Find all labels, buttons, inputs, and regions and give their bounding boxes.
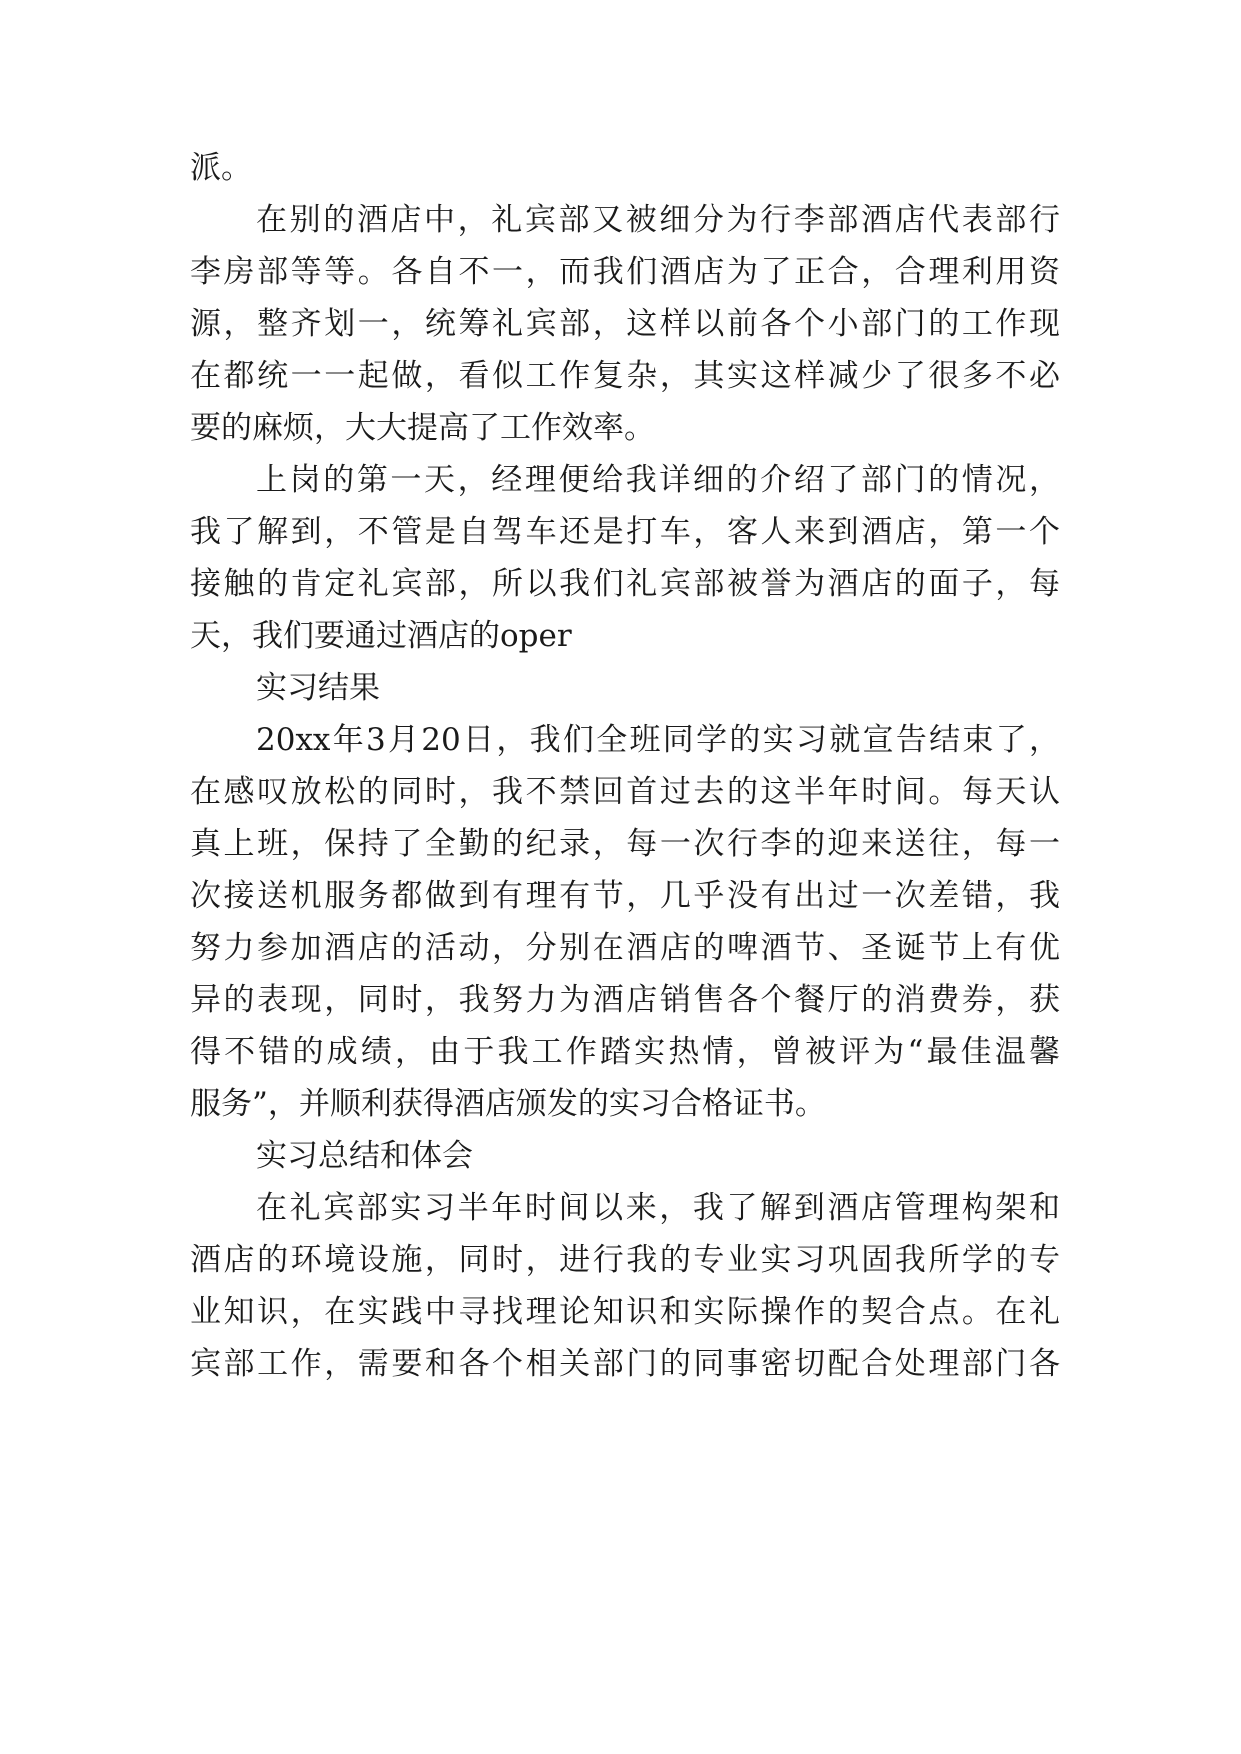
text-line: 在都统一一起做，看似工作复杂，其实这样减少了很多不必	[190, 358, 1060, 394]
paragraph-first-line: 上岗的第一天，经理便给我详细的介绍了部门的情况，	[256, 462, 1060, 498]
text-line: 宾部工作，需要和各个相关部门的同事密切配合处理部门各	[190, 1346, 1060, 1382]
text-line: 我了解到，不管是自驾车还是打车，客人来到酒店，第一个	[190, 514, 1060, 550]
paragraph-first-line: 在别的酒店中，礼宾部又被细分为行李部酒店代表部行	[256, 202, 1060, 238]
text-line: 异的表现，同时，我努力为酒店销售各个餐厅的消费券，获	[190, 982, 1060, 1018]
text-line: 次接送机服务都做到有理有节，几乎没有出过一次差错，我	[190, 878, 1060, 914]
paragraph-first-line: 20xx年3月20日，我们全班同学的实习就宣告结束了，	[256, 722, 1060, 758]
text-line: 在感叹放松的同时，我不禁回首过去的这半年时间。每天认	[190, 774, 1060, 810]
text-line: 源，整齐划一，统筹礼宾部，这样以前各个小部门的工作现	[190, 306, 1060, 342]
text-line: 业知识，在实践中寻找理论知识和实际操作的契合点。在礼	[190, 1294, 1060, 1330]
text-line: 要的麻烦，大大提高了工作效率。	[190, 410, 655, 446]
text-line: 努力参加酒店的活动，分别在酒店的啤酒节、圣诞节上有优	[190, 930, 1060, 966]
text-line: 服务”，并顺利获得酒店颁发的实习合格证书。	[190, 1086, 826, 1122]
section-heading-results: 实习结果	[256, 670, 380, 706]
paragraph-first-line: 在礼宾部实习半年时间以来，我了解到酒店管理构架和	[256, 1190, 1060, 1226]
text-line: 接触的肯定礼宾部，所以我们礼宾部被誉为酒店的面子，每	[190, 566, 1060, 602]
text-line: 得不错的成绩，由于我工作踏实热情，曾被评为“最佳温馨	[190, 1034, 1060, 1070]
text-line: 酒店的环境设施，同时，进行我的专业实习巩固我所学的专	[190, 1242, 1060, 1278]
section-heading-summary: 实习总结和体会	[256, 1138, 473, 1174]
text-line: 真上班，保持了全勤的纪录，每一次行李的迎来送往，每一	[190, 826, 1060, 862]
text-line: 派。	[190, 150, 252, 186]
text-line: 天，我们要通过酒店的oper	[190, 618, 572, 654]
text-line: 李房部等等。各自不一，而我们酒店为了正合，合理利用资	[190, 254, 1060, 290]
